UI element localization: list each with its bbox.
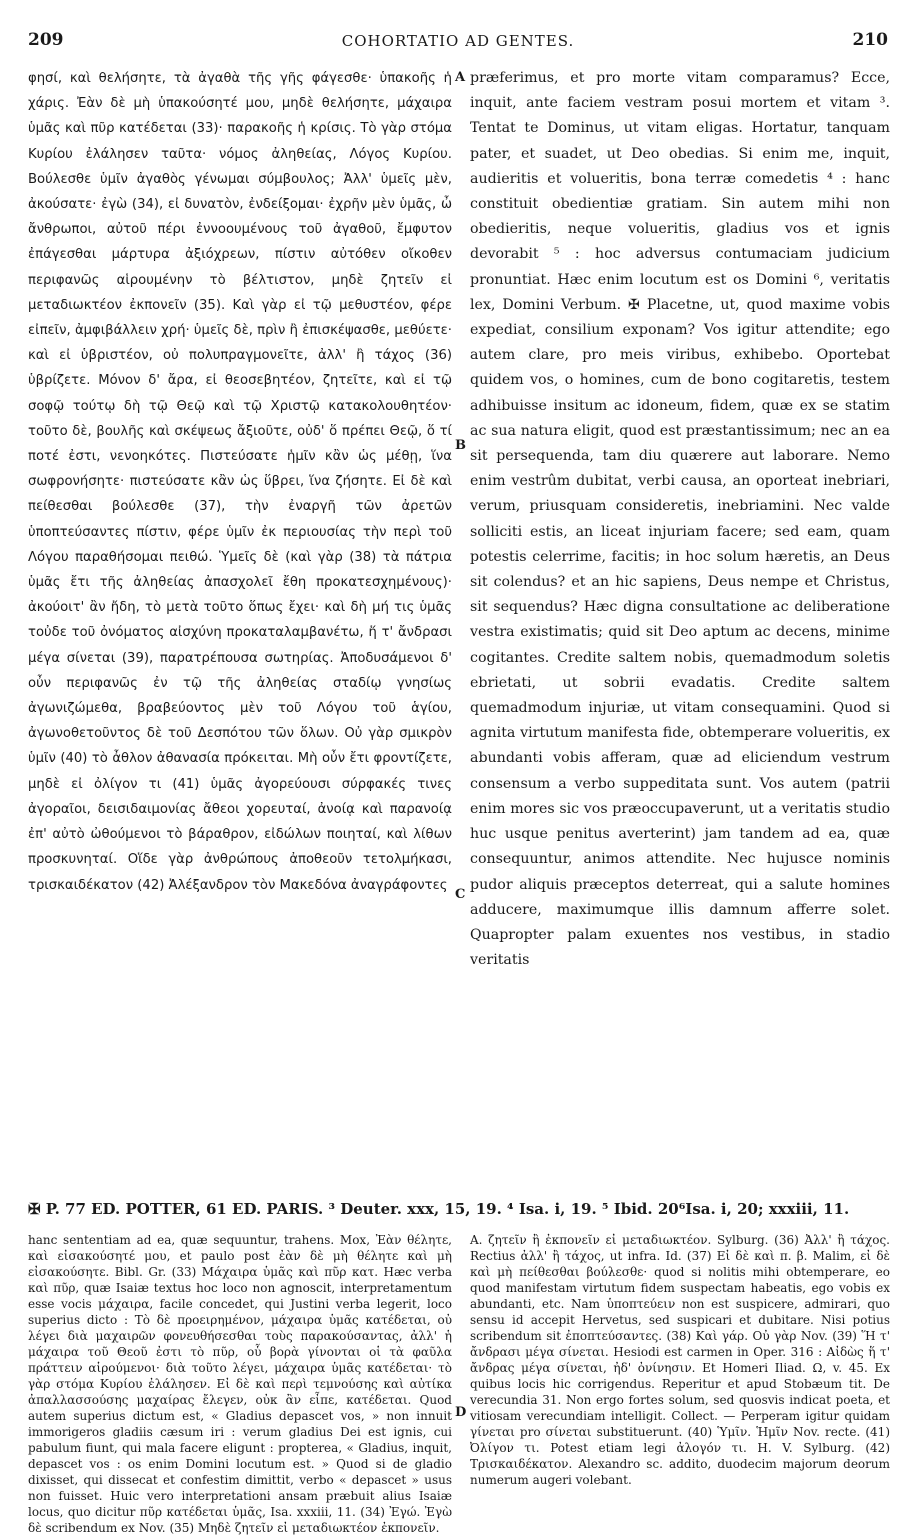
greek-column xyxy=(28,66,452,1198)
notes-left-text: hanc sententiam ad ea, quæ sequuntur, trahens. Mox, Ἐὰν θέλητε, καὶ εἰσακούσητέ μου, et paulo post ἐὰν δὲ μὴ θέλητε καὶ μὴ εἰσακούσητε. Bibl. Gr. (33) Μάχαιρα ὑμᾶς καὶ πῦρ κατ. Hæc verba καὶ πῦρ, quæ Isaiæ textus hoc loco non agnoscit, interpretamentum esse vocis μάχαιρα, facile concedet, qui Justini verba legerit, loco superius dicto : Τὸ δὲ προειρημένον, μάχαιρα ὑμᾶς κατέδεται, οὐ λέγει διὰ μαχαιρῶν φονευθήσεσθαι τοὺς παρακούσαντας, ἀλλ' ἡ μάχαιρα τοῦ Θεοῦ ἐστι τὸ πῦρ, οὗ βορὰ γίνονται οἱ τὰ φαῦλα πράττειν αἱρούμενοι· διὰ τοῦτο λέγει, μάχαιρα ὑμᾶς κατέδεται· τὸ γὰρ στόμα Κυρίου ἐλάλησεν. Εἰ δὲ καὶ περὶ τεμνούσης καὶ αὐτίκα ἀπαλλασσούσης μαχαίρας ἔλεγεν, οὐκ ἂν εἶπε, κατέδεται. Quod autem superius dictum est, « Gladius depascet vos, » non innuit immorigeros gladiis cæsum iri : verum gladius Dei est ignis, cui pabulum fiunt, qui mala facere eligunt : propterea, « Gladius, inquit, depascet vos : os enim Domini locutum est. » Quod si de gladio dixisset, qui dissecat et confestim dimittit, verbo « depascet » usus non fuisset. Huic vero interpretationi ansam præbuit alius Isaiæ locus, quo dicitur πῦρ κατέδεται ὑμᾶς, Isa. xxxiii, 11. (34) Ἐγώ. Ἐγὼ δὲ scribendum ex Nov. (35) Μηδὲ ζητεῖν εἰ μεταδιωκτέον ἐκπονεῖν. xyxy=(28,1233,452,1535)
margin-letter-a: A xyxy=(455,70,466,85)
right-page-number: 210 xyxy=(852,30,888,50)
margin-letter-d: D xyxy=(455,1405,467,1420)
notes-right-text: A. ζητεῖν ἢ ἐκπονεῖν εἰ μεταδιωκτέον. Sylburg. (36) Ἀλλ' ἢ τάχος. Rectius ἀλλ' ἢ τάχος, ut infra. Id. (37) Εἰ δὲ καὶ π. β. Malim, εἰ δὲ καὶ μὴ πείθεσθαι βούλεσθε· quod si nolitis mihi obtemperare, eo quod manifestam virtutum fidem suspectam habeatis, ego vobis ex abundanti, etc. Nam ὑποπτεύειν non est suspicere, admirari, quo sensu id accepit Hervetus, sed suspicari et dubitare. Nisi potius scribendum sit ἐποπτεύσαντες. (38) Καὶ γάρ. Οὐ γὰρ Nov. (39) Ἥ τ' ἄνδρασι μέγα σίνεται. Hesiodi est carmen in Oper. 316 : Αἰδὼς ἥ τ' ἄνδρας μέγα σίνεται, ἠδ' ὀνίνησιν. Et Homeri Iliad. Ω, v. 45. Ex quibus locis hic corrigendus. Reperitur et apud Stobæum tit. De verecundia 31. Non ergo fortes solum, sed quosvis indicat poeta, et vitiosam verecundiam intelligit. Collect. — Perperam igitur quidam γίνεται pro σίνεται substituerunt. (40) Ὑμῖν. Ἡμῖν Nov. recte. (41) Ὀλίγον τι. Potest etiam legi ἀλογόν τι. H. V. Sylburg. (42) Τρισκαιδέκατον. Alexandro sc. addito, duodecim majorum deorum numerum augeri volebant. xyxy=(470,1233,890,1487)
latin-column xyxy=(470,66,890,1198)
latin-text: præferimus, et pro morte vitam comparamus? Ecce, inquit, ante faciem vestram posui mortem et vitam ³. Tentat te Dominus, ut vitam eligas. Hortatur, tanquam pater, et suadet, ut Deo obedias. Si enim me, inquit, audieritis et volueritis, bona terræ comedetis ⁴ : hanc constituit obedientiæ gratiam. Sin autem mihi non obedieritis, neque volueritis, gladius vos et ignis devorabit ⁵ : hoc adversus contumaciam judicium pronuntiat. Hæc enim locutum est os Domini ⁶, veritatis lex, Domini Verbum. ✠ Placetne, ut, quod maxime vobis expediat, consilium exponam? Vos igitur attendite; ego autem clare, pro meis viribus, exhibebo. Oportebat quidem vos, o homines, cum de bono cogitaretis, testem adhibuisse insitum ac idoneum, fidem, quæ ex se statim ac sua natura eligit, quod est præstantissimum; nec an ea sit persequenda, tam diu quærere aut laborare. Nemo enim vestrûm dubitat, verbi causa, an oporteat inebriari, verum, priusquam consideretis, inebriamini. Nec valde solliciti estis, an liceat injuriam facere; sed eam, quam potestis celerrime, facitis; in hoc solum hæretis, an Deus sit colendus? et an hic sapiens, Deus nempe et Christus, sit sequendus? Hæc digna consultatione ac deliberatione vestra existimatis; quid sit Deo aptum ac decens, minime cogitantes. Credite saltem nobis, quemadmodum soletis ebrietati, ut sobrii evadatis. Credite saltem quemadmodum injuriæ, ut vitam consequamini. Quod si agnita virtutum manifesta fide, obtemperare volueritis, ex abundanti vobis afferam, quæ ad eliciendum vestrum consensum a verbo suppeditata sunt. Vos autem (patrii enim mores sic vos præoccupaverunt, ut a veritatis studio huc usque penitus averterint) jam tandem ad ea, quæ consequuntur, animos attendite. Nec hujusce nominis pudor aliquis præceptos deterreat, qui a salute homines adducere, maximumque illis damnum afferre solet. Quapropter palam exuentes nos vestibus, in stadio veritatis xyxy=(470,70,890,969)
greek-text: φησί, καὶ θελήσητε, τὰ ἀγαθὰ τῆς γῆς φάγεσθε· ὑπακοῆς ἡ χάρις. Ἐὰν δὲ μὴ ὑπακούσητέ μου, μηδὲ θελήσητε, μάχαιρα ὑμᾶς καὶ πῦρ κατέδεται (33)· παρακοῆς ἡ κρίσις. Τὸ γὰρ στόμα Κυρίου ἐλάλησεν ταῦτα· νόμος ἀληθείας, Λόγος Κυρίου. Βούλεσθε ὑμῖν ἀγαθὸς γένωμαι σύμβουλος; Ἀλλ' ὑμεῖς μὲν, ἀκούσατε· ἐγὼ (34), εἰ δυνατὸν, ἐνδείξομαι· ἐχρῆν μὲν ὑμᾶς, ὦ ἄνθρωποι, αὐτοῦ πέρι ἐννοουμένους τοῦ ἀγαθοῦ, ἔμφυτον ἐπάγεσθαι μάρτυρα ἀξιόχρεων, πίστιν αὐτόθεν οἴκοθεν περιφανῶς αἱρουμένην τὸ βέλτιστον, μηδὲ ζητεῖν εἰ μεταδιωκτέον ἐκπονεῖν (35). Καὶ γὰρ εἰ τῷ μεθυστέον, φέρε εἰπεῖν, ἀμφιβάλλειν χρή· ὑμεῖς δὲ, πρὶν ἢ ἐπισκέψασθε, μεθύετε· καὶ εἰ ὑβριστέον, οὐ πολυπραγμονεῖτε, ἀλλ' ἢ τάχος (36) ὑβρίζετε. Μόνον δ' ἄρα, εἰ θεοσεβητέον, ζητεῖτε, καὶ εἰ τῷ σοφῷ τούτῳ δὴ τῷ Θεῷ καὶ τῷ Χριστῷ κατακολουθητέον· τοῦτο δὲ, βουλῆς καὶ σκέψεως ἄξιοῦτε, οὐδ' ὅ πρέπει Θεῷ, ὅ τί ποτέ ἐστι, νενοηκότες. Πιστεύσατε ἡμῖν κἂν ὡς μέθῃ, ἵνα σωφρονήσητε· πιστεύσατε κἂν ὡς ὕβρει, ἵνα ζήσητε. Εἰ δὲ καὶ πείθεσθαι βούλεσθε (37), τὴν ἐναργῆ τῶν ἀρετῶν ὑποπτεύσαντες πίστιν, φέρε ὑμῖν ἐκ περιουσίας τὴν περὶ τοῦ Λόγου παραθήσομαι πειθώ. Ὑμεῖς δὲ (καὶ γὰρ (38) τὰ πάτρια ὑμᾶς ἔτι τῆς ἀληθείας ἀπασχολεῖ ἔθη προκατεσχημένους)· ἀκούοιτ' ἂν ἤδη, τὸ μετὰ τοῦτο ὅπως ἔχει· καὶ δὴ μή τις ὑμᾶς τοὐδε τοῦ ὀνόματος αἰσχύνη προκαταλαμβανέτω, ἥ τ' ἄνδρασι μέγα σίνεται (39), παρατρέπουσα σωτηρίας. Ἀποδυσάμενοι δ' οὖν περιφανῶς ἐν τῷ τῆς ἀληθείας σταδίῳ γνησίως ἀγωνιζώμεθα, βραβεύοντος μὲν τοῦ Λόγου τοῦ ἁγίου, ἀγωνοθετοῦντος δὲ τοῦ Δεσπότου τῶν ὅλων. Οὐ γὰρ σμικρὸν ὑμῖν (40) τὸ ἆθλον ἀθανασία πρόκειται. Μὴ οὖν ἔτι φροντίζετε, μηδὲ εἰ ὀλίγον τι (41) ὑμᾶς ἀγορεύουσι σύρφακές τινες ἀγοραῖοι, δεισιδαιμονίας ἄθεοι χορευταί, ἀνοίᾳ καὶ παρανοίᾳ ἐπ' αὐτὸ ὠθούμενοι τὸ βάραθρον, εἰδώλων ποιηταί, καὶ λίθων προσκυνηταί. Οἵδε γὰρ ἀνθρώπους ἀποθεοῦν τετολμήκασι, τρισκαιδέκατον (42) Ἀλέξανδρον τὸν Μακεδόνα ἀναγράφοντες xyxy=(28,71,452,893)
notes-left-column xyxy=(28,1232,452,1535)
reference-line: ✠ P. 77 ED. POTTER, 61 ED. PARIS. ³ Deuter. xxx, 15, 19. ⁴ Isa. i, 19. ⁵ Ibid. 20⁶Isa. i, 20; xxxiii, 11. xyxy=(28,1200,850,1218)
running-title: COHORTATIO AD GENTES. xyxy=(341,32,575,50)
page-header xyxy=(28,30,888,54)
margin-letter-b: B xyxy=(455,438,466,453)
notes-right-column xyxy=(470,1232,890,1522)
left-page-number: 209 xyxy=(28,30,64,50)
margin-letter-c: C xyxy=(455,887,466,902)
